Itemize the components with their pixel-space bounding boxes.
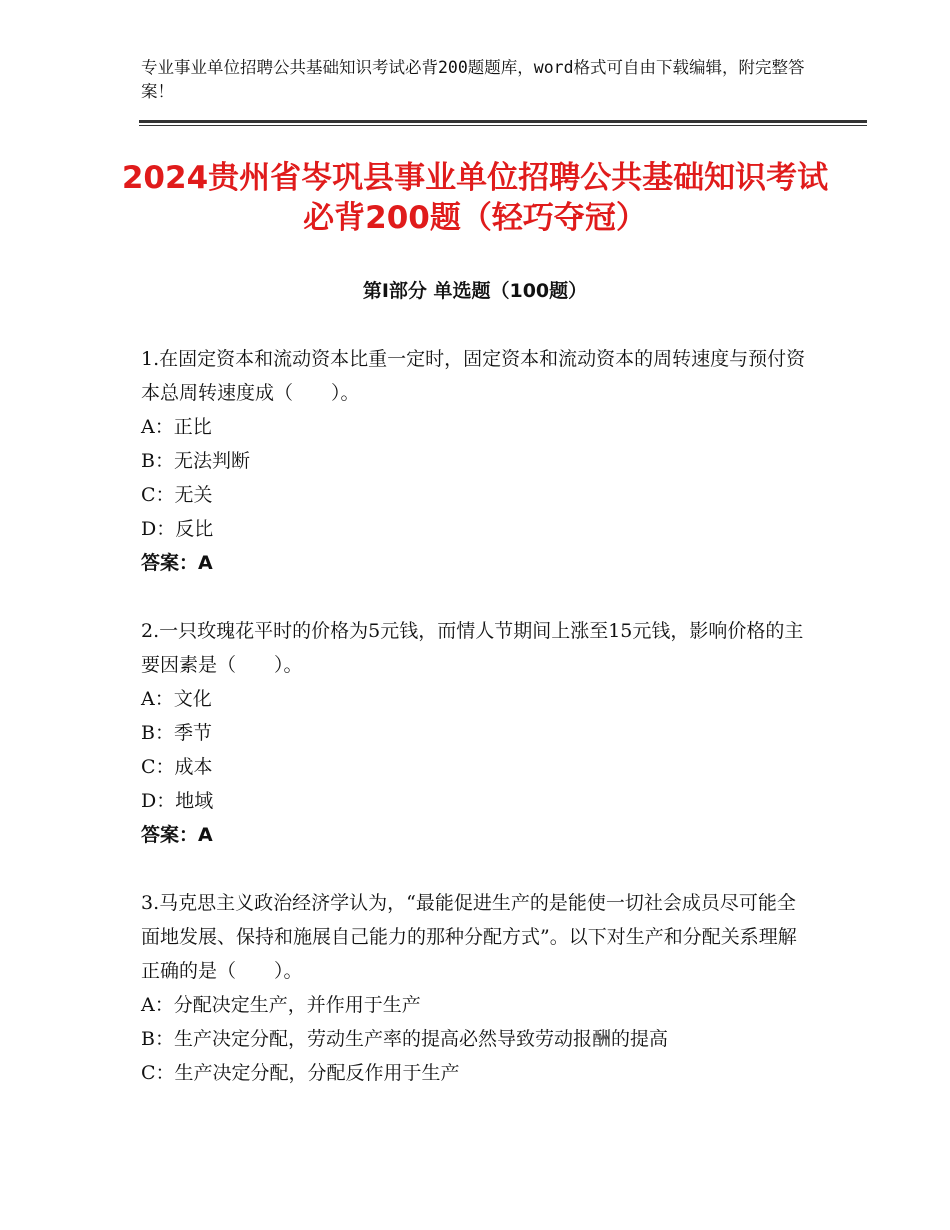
option-c: C：生产决定分配，分配反作用于生产 [141, 1062, 460, 1084]
option-b: B：季节 [141, 722, 212, 744]
question-2 [141, 614, 811, 852]
header-rule-thick [139, 120, 867, 123]
question-3 [141, 886, 811, 1090]
option-c: C：成本 [141, 756, 213, 778]
question-list [141, 342, 811, 1124]
document-title: 2024贵州省岑巩县事业单位招聘公共基础知识考试必背200题（轻巧夺冠） [121, 160, 829, 236]
option-a: A：正比 [141, 416, 212, 438]
question-stem: 1.在固定资本和流动资本比重一定时，固定资本和流动资本的周转速度与预付资本总周转速度成（ ）。 [141, 348, 806, 404]
section-heading: 第Ⅰ部分 单选题（100题） [362, 280, 588, 302]
question-stem: 2.一只玫瑰花平时的价格为5元钱，而情人节期间上涨至15元钱，影响价格的主要因素是（ ）。 [141, 620, 804, 676]
option-d: D：反比 [141, 518, 214, 540]
option-d: D：地域 [141, 790, 214, 812]
question-stem: 3.马克思主义政治经济学认为，“最能促进生产的是能使一切社会成员尽可能全面地发展、保持和施展自己能力的那种分配方式”。以下对生产和分配关系理解正确的是（ ）。 [141, 892, 797, 982]
answer: 答案：A [141, 552, 213, 574]
option-b: B：无法判断 [141, 450, 250, 472]
header-rule-thin [139, 125, 867, 126]
question-1 [141, 342, 811, 580]
header-note: 专业事业单位招聘公共基础知识考试必背200题题库，word格式可自由下载编辑，附完整答案！ [141, 58, 805, 101]
option-b: B：生产决定分配，劳动生产率的提高必然导致劳动报酬的提高 [141, 1028, 668, 1050]
option-c: C：无关 [141, 484, 213, 506]
answer: 答案：A [141, 824, 213, 846]
option-a: A：文化 [141, 688, 212, 710]
option-a: A：分配决定生产，并作用于生产 [141, 994, 421, 1016]
